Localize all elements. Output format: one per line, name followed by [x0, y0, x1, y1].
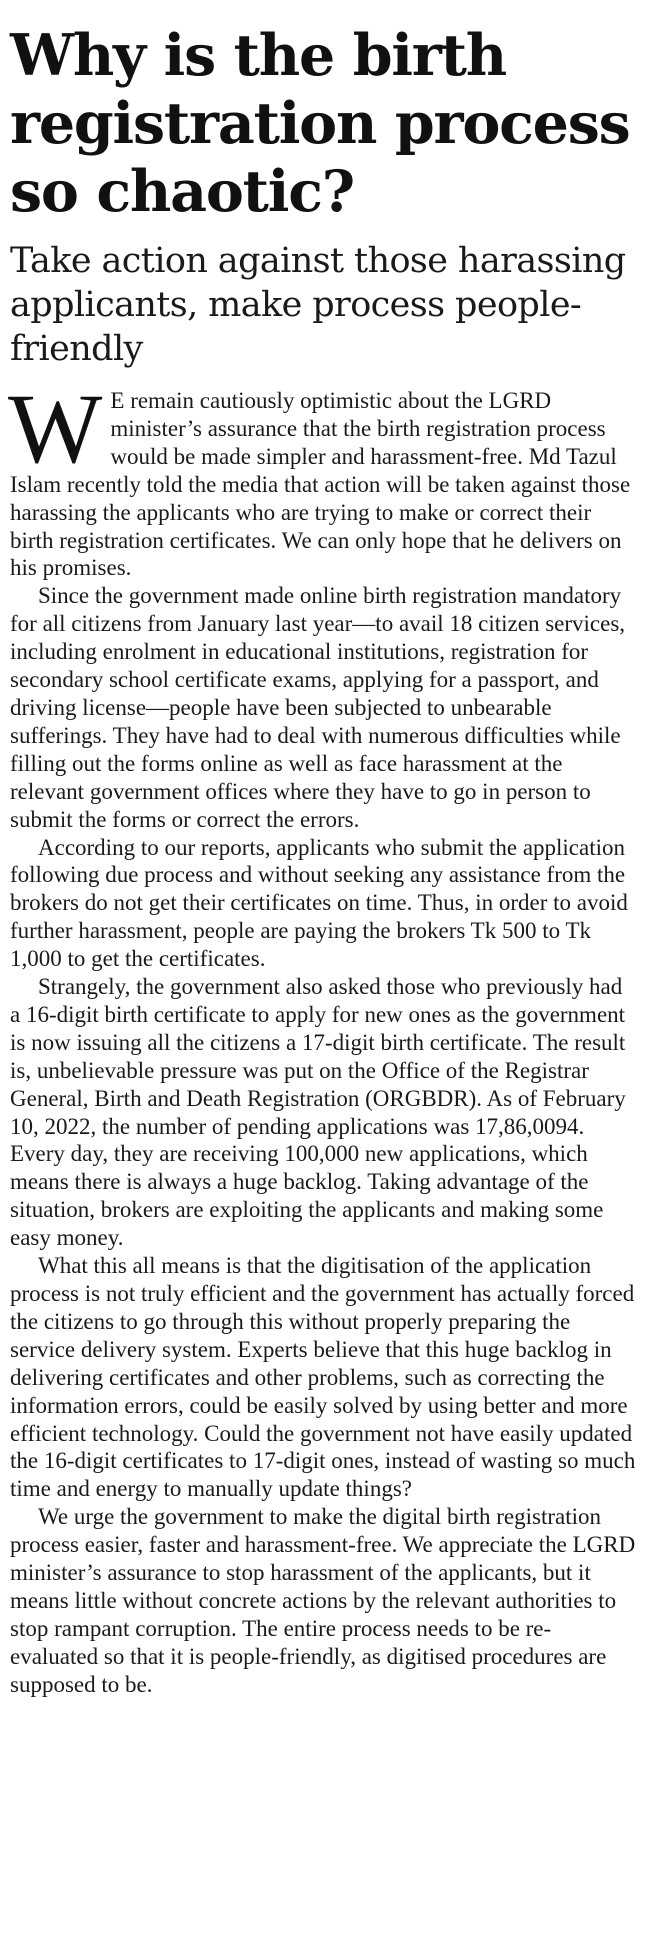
- drop-cap: W: [8, 373, 103, 484]
- paragraph-6: We urge the government to make the digital birth registration process easier, faster and harassment-free. We appreciate the LGRD minister’s assurance to stop harassment of the applicants, but it means little without concrete actions by the relevant authorities to stop rampant corruption. The entire process needs to be re-evaluated so that it is people-friendly, as digitised procedures are supposed to be.: [10, 1504, 636, 1697]
- paragraph-4: Strangely, the government also asked those who previously had a 16-digit birth certificate to apply for new ones as the government is now issuing all the citizens a 17-digit birth certificate. The result is, unbelievable pressure was put on the Office of the Registrar General, Birth and Death Registration (ORGBDR). As of February 10, 2022, the number of pending applications was 17,86,0094. Every day, they are receiving 100,000 new applications, which means there is always a huge backlog. Taking advantage of the situation, brokers are exploiting the applicants and making some easy money.: [10, 974, 626, 1251]
- paragraph-5: What this all means is that the digitisation of the application process is not truly efficient and the government has actually forced the citizens to go through this without properly preparing the service delivery system. Experts believe that this huge backlog in delivering certificates and other problems, such as correcting the information errors, could be easily solved by using better and more efficient technology. Could the government not have easily updated the 16-digit certificates to 17-digit ones, instead of wasting so much time and energy to manually update things?: [10, 1253, 636, 1502]
- article-body: [8, 373, 638, 1699]
- headline: Why is the birth registration process so chaotic?: [10, 22, 630, 225]
- paragraph-1: [8, 373, 638, 582]
- paragraph-3: According to our reports, applicants who submit the application following due process and without seeking any assistance from the brokers do not get their certificates on time. Thus, in order to avoid further harassment, people are paying the brokers Tk 500 to Tk 1,000 to get the certificates.: [10, 834, 628, 972]
- paragraph-2: Since the government made online birth registration mandatory for all citizens from January last year—to avail 18 citizen services, including enrolment in educational institutions, registration for secondary school certificate exams, applying for a passport, and driving license—people have been subjected to unbearable sufferings. They have had to deal with numerous difficulties while filling out the forms online as well as face harassment at the relevant government offices where they have to go in person to submit the forms or correct the errors.: [10, 583, 626, 832]
- editorial-article: [10, 22, 638, 1699]
- paragraph-1-text: E remain cautiously optimistic about the LGRD minister’s assurance that the birth registration process would be made simpler and harassment-free. Md Tazul Islam recently told the media that action will be taken against those harassing the applicants who are trying to make or correct their birth registration certificates. We can only hope that he delivers on his promises.: [10, 388, 631, 581]
- subheadline: Take action against those harassing applicants, make process people-friendly: [10, 241, 626, 369]
